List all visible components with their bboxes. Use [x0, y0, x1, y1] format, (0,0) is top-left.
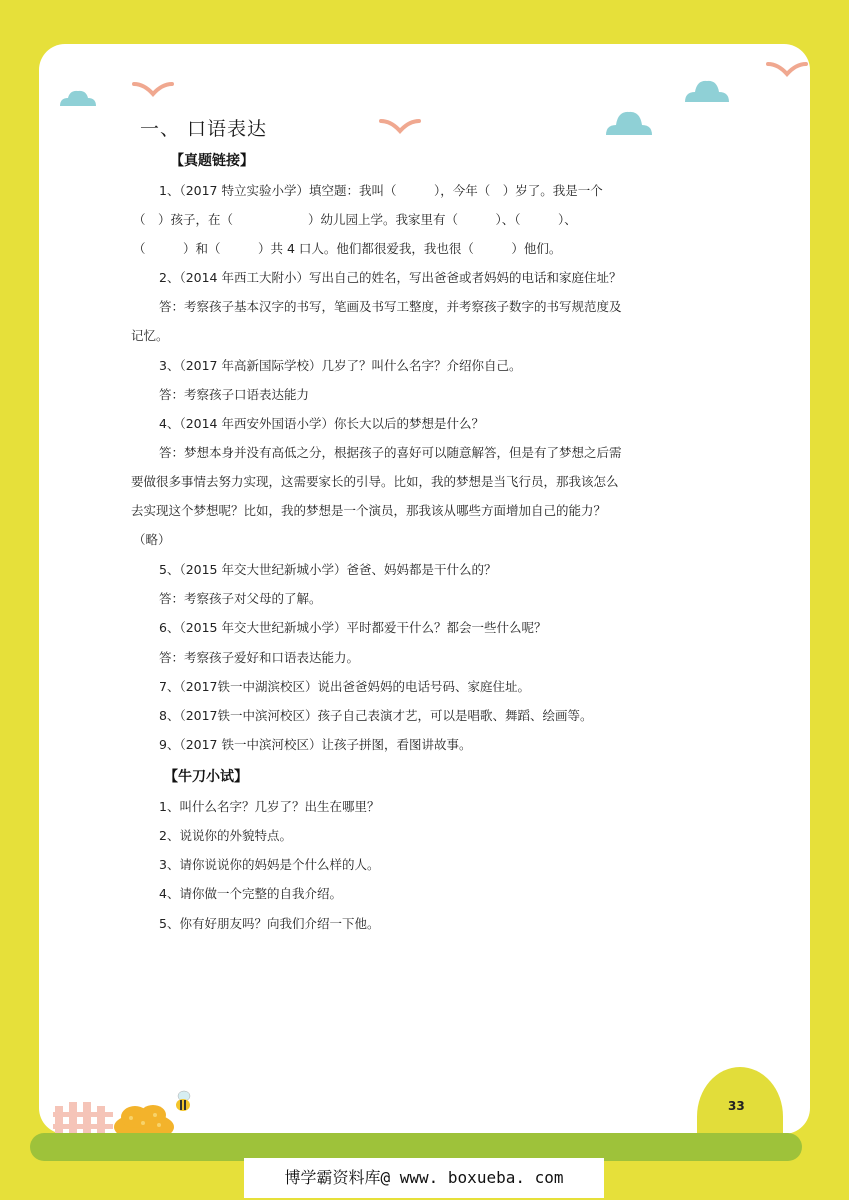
answer-line: 答：考察孩子对父母的了解。 — [159, 591, 322, 606]
question-line: （ ）和（ ）共 4 口人。他们都很爱我，我也很（ ）他们。 — [133, 241, 562, 256]
answer-line: 答：考察孩子爱好和口语表达能力。 — [159, 650, 360, 665]
bird-icon — [132, 80, 174, 100]
bird-icon — [379, 117, 421, 137]
bird-icon — [766, 60, 808, 80]
answer-line: 答：梦想本身并没有高低之分，根据孩子的喜好可以随意解答，但是有了梦想之后需 — [159, 445, 622, 460]
question-line: 1、（2017 特立实验小学）填空题：我叫（ ），今年（ ）岁了。我是一个 — [159, 183, 603, 198]
real-questions-header: 【真题链接】 — [170, 153, 254, 169]
section-title: 一、 口语表达 — [140, 118, 268, 140]
practice-header: 【牛刀小试】 — [164, 769, 248, 785]
practice-item: 3、请你说说你的妈妈是个什么样的人。 — [159, 857, 380, 872]
question-line: 2、（2014 年西工大附小）写出自己的姓名，写出爸爸或者妈妈的电话和家庭住址？ — [159, 270, 622, 285]
question-line: 8、（2017铁一中滨河校区）孩子自己表演才艺，可以是唱歌、舞蹈、绘画等。 — [159, 708, 593, 723]
practice-item: 1、叫什么名字？几岁了？出生在哪里？ — [159, 799, 380, 814]
practice-item: 4、请你做一个完整的自我介绍。 — [159, 886, 342, 901]
answer-line: 去实现这个梦想呢？比如，我的梦想是一个演员，那我该从哪些方面增加自己的能力？ — [131, 503, 607, 518]
footer-bar — [30, 1133, 802, 1161]
answer-line: 记忆。 — [131, 328, 169, 343]
question-line: 4、（2014 年西安外国语小学）你长大以后的梦想是什么？ — [159, 416, 484, 431]
answer-line: 答：考察孩子口语表达能力 — [159, 387, 310, 402]
fence-icon — [53, 1098, 115, 1136]
answer-line: （略） — [133, 532, 171, 547]
bush-icon — [113, 1103, 175, 1135]
question-line: 9、（2017 铁一中滨河校区）让孩子拼图，看图讲故事。 — [159, 737, 472, 752]
answer-line: 要做很多事情去努力实现，这需要家长的引导。比如，我的梦想是当飞行员，那我该怎么 — [131, 474, 619, 489]
cloud-icon — [683, 76, 731, 104]
answer-line: 答：考察孩子基本汉字的书写，笔画及书写工整度，并考察孩子数字的书写规范度及 — [159, 299, 622, 314]
practice-item: 5、你有好朋友吗？向我们介绍一下他。 — [159, 916, 380, 931]
practice-item: 2、说说你的外貌特点。 — [159, 828, 292, 843]
question-line: 5、（2015 年交大世纪新城小学）爸爸、妈妈都是干什么的？ — [159, 562, 497, 577]
cloud-icon — [604, 107, 654, 137]
question-line: （ ）孩子，在（ ）幼儿园上学。我家里有（ ）、（ ）、 — [133, 212, 577, 227]
cloud-icon — [58, 86, 98, 108]
page-number: 33 — [728, 1099, 745, 1113]
bee-icon — [172, 1089, 196, 1115]
question-line: 7、（2017铁一中湖滨校区）说出爸爸妈妈的电话号码、家庭住址。 — [159, 679, 531, 694]
watermark: 博学霸资料库@ www. boxueba. com — [244, 1158, 604, 1198]
page-sheet — [39, 44, 810, 1134]
question-line: 3、（2017 年高新国际学校）几岁了？叫什么名字？介绍你自己。 — [159, 358, 522, 373]
question-line: 6、（2015 年交大世纪新城小学）平时都爱干什么？都会一些什么呢？ — [159, 620, 547, 635]
